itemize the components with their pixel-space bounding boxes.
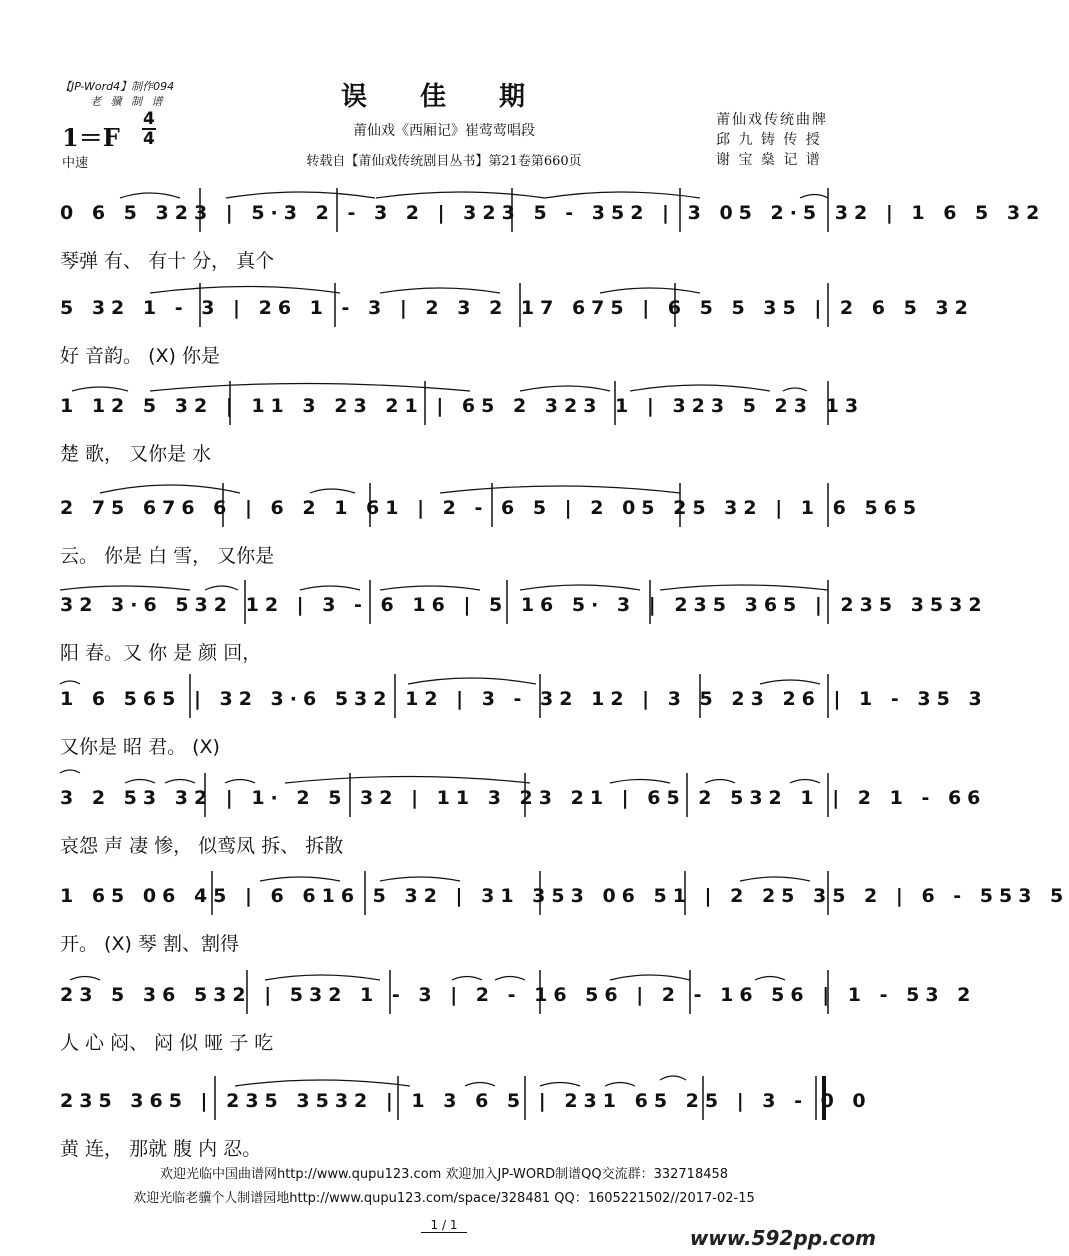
lyrics-line: 开。 (X) 琴 割、割得 — [60, 933, 239, 955]
lyrics-line: 黄 连， 那就 腹 内 忍。 — [60, 1138, 262, 1160]
meter-top: 4 — [143, 109, 155, 129]
lyrics-line: 琴弹 有、 有十 分， 真个 — [60, 250, 275, 272]
lyrics-line: 阳 春。又 你 是 颜 回， — [60, 642, 262, 664]
notation-line: 0 6 5 323 | 5·3 2 - 3 2 | 323 5 - 352 | 3 05 2·5 32 | 1 6 5 32 — [60, 202, 1046, 224]
notation-line: 32 3·6 532 12 | 3 - 6 16 | 5 16 5· 3 | 235 365 | 235 3532 — [60, 594, 988, 616]
page-number-text: 1 / 1 — [421, 1218, 468, 1233]
maker-credit: 【JP-Word4】制作094 — [60, 80, 175, 93]
footer-line: 欢迎光临中国曲谱网http://www.qupu123.com 欢迎加入JP-WORD制谱QQ交流群：332718458 — [159, 1167, 729, 1182]
notation-line: 1 12 5 32 | 11 3 23 21 | 65 2 323 1 | 323 5 23 13 — [60, 395, 865, 417]
lyrics-line: 又你是 昭 君。 (X) — [60, 736, 220, 758]
page-subtitle: 莆仙戏《西厢记》崔莺莺唱段 — [353, 123, 535, 139]
tempo-mark: 中速 — [62, 156, 89, 171]
lyrics-line: 哀怨 声 凄 惨， 似鸾凤 拆、 拆散 — [60, 835, 344, 857]
credit-line: 谢 宝 燊 记 谱 — [716, 152, 822, 168]
lyrics-line: 云。 你是 白 雪， 又你是 — [60, 545, 275, 567]
notation-line: 23 5 36 532 | 532 1 - 3 | 2 - 16 56 | 2 - 16 56 | 1 - 53 2 — [60, 984, 977, 1006]
credit-line: 莆仙戏传统曲牌 — [716, 112, 828, 128]
page-title: 误 佳 期 — [340, 82, 548, 112]
notation-line: 5 32 1 - 3 | 26 1 - 3 | 2 3 2 17 675 | 6 5 5 35 | 2 6 5 32 — [60, 297, 974, 319]
notation-line: 1 6 565 | 32 3·6 532 12 | 3 - 32 12 | 3 5 23 26 | 1 - 35 3 — [60, 688, 988, 710]
notation-line: 235 365 | 235 3532 | 1 3 6 5 | 231 65 25 | 3 - 0 0 — [60, 1090, 872, 1112]
notation-line: 2 75 676 6 | 6 2 1 61 | 2 - 6 5 | 2 05 25 32 | 1 6 565 — [60, 497, 923, 519]
credit-line: 邱 九 铸 传 授 — [716, 132, 822, 148]
arranger-credit: 老 骥 制 谱 — [90, 95, 166, 108]
notation-line: 3 2 53 32 | 1· 2 5 32 | 11 3 23 21 | 65 2 532 1 | 2 1 - 66 — [60, 787, 987, 809]
footer-line: 欢迎光临老骥个人制谱园地http://www.qupu123.com/space/328481 QQ：1605221502//2017-02-15 — [133, 1191, 755, 1206]
key-signature: 1＝F — [62, 123, 120, 152]
meter-bottom: 4 — [143, 129, 155, 149]
notation-line: 1 65 06 45 | 6 616 5 32 | 31 353 06 51 | 2 25 35 2 | 6 - 553 5 — [60, 885, 1069, 907]
lyrics-line: 人 心 闷、 闷 似 哑 子 吃 — [60, 1032, 274, 1054]
watermark: www.592pp.com — [689, 1226, 876, 1250]
lyrics-line: 楚 歌， 又你是 水 — [60, 443, 212, 465]
source-note: 转载自【莆仙戏传统剧目丛书】第21卷第660页 — [306, 154, 582, 169]
lyrics-line: 好 音韵。 (X) 你是 — [60, 345, 220, 367]
